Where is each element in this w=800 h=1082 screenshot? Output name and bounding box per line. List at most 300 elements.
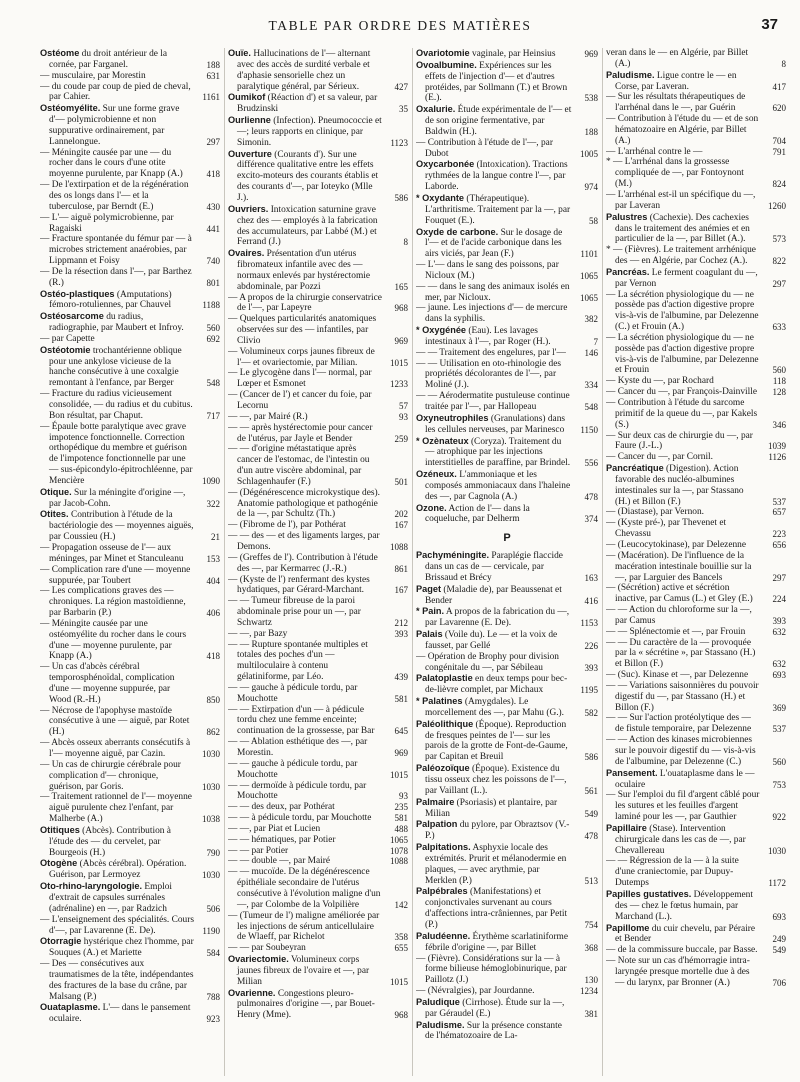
entry-text: (Digestion). Action favorable des nucléo-albumines intestinales sur la —, par Stassano (H.) et Billon (F.) — [615, 464, 744, 507]
index-entry — [416, 606, 598, 629]
entry-text: — (Fièvre). Considérations sur la — à forme bilieuse hémoglobinurique, par Paillotz (J.) — [416, 953, 567, 986]
index-column-1 — [40, 48, 220, 1076]
index-entry — [606, 245, 786, 267]
entry-heading: Palpébrales — [416, 886, 468, 897]
entry-page-number: 633 — [772, 322, 786, 333]
entry-page-number: 1153 — [580, 618, 598, 629]
entry-heading: Otique. — [40, 486, 72, 497]
index-entry — [40, 487, 220, 510]
entry-text: (Eau). Les lavages intestinaux à l'—, par Roger (H.). — [425, 326, 551, 347]
index-entry — [416, 503, 598, 526]
entry-text: Développement des — chez le fœtus humain, par Marchand (L.). — [615, 889, 753, 922]
index-entry — [416, 629, 598, 652]
entry-text: — —, par Piat et Lucien — [228, 823, 321, 834]
index-entry — [606, 856, 786, 889]
entry-text: (Abcès). Contribution à l'étude des — du cervelet, par Bourgeois (H.) — [49, 825, 171, 858]
index-entry — [228, 347, 408, 369]
entry-page-number: 478 — [584, 831, 598, 842]
index-entry — [416, 469, 598, 503]
entry-heading: Palais — [416, 629, 443, 640]
entry-text: en deux temps pour bec-de-lièvre complet, par Michaux — [425, 674, 568, 696]
index-entry — [606, 333, 786, 376]
index-entry — [40, 662, 220, 705]
index-entry — [228, 48, 408, 92]
entry-heading: Paludisme. — [606, 69, 655, 80]
entry-page-number: 297 — [772, 572, 786, 583]
entry-heading: Pachyméningite. — [416, 550, 490, 561]
index-entry — [40, 936, 220, 959]
index-entry — [416, 227, 598, 261]
entry-text: — — Extirpation d'un — à pédicule tordu chez une femme enceinte; continuation de la grossesse, par Bar — [228, 704, 375, 737]
entry-heading: Paléozoïque — [416, 763, 470, 774]
entry-page-number: 202 — [394, 509, 408, 520]
entry-text: veran dans le — en Algérie, par Billet (A.) — [606, 48, 749, 69]
entry-text: Hallucinations de l'— alternant avec des accès de surdité verbale et d'aphasie sensorielle chez un paralytique général, par Sérieux. — [237, 49, 371, 92]
index-entry — [228, 314, 408, 347]
entry-heading: Pancréas. — [606, 266, 650, 277]
entry-page-number: 655 — [394, 943, 408, 954]
entry-text: — — des — et des ligaments larges, par Demons. — [228, 531, 380, 552]
index-entry — [416, 719, 598, 763]
entry-page-number: 1188 — [202, 300, 220, 311]
entry-text: — Traitement rationnel de l'— moyenne aiguë purulente chez l'enfant, par Malherbe (A.) — [40, 792, 192, 825]
entry-text: — Épaule botte paralytique avec grave impotence fonctionnelle. Correction orthopédique du membre et guérison de l'impotence fonctionnelle par une — sus-épicondylo-épitrochléenne, par Mencière — [40, 421, 193, 486]
entry-text: Sur la présence constante de l'hématozoaire de La- — [425, 1020, 562, 1042]
entry-heading: Ostéosarcome — [40, 311, 104, 322]
entry-text: — — double —, par Mairé — [228, 856, 331, 867]
entry-text: — Complication rare d'une — moyenne suppurée, par Toubert — [40, 564, 191, 586]
entry-text: — (Tumeur de l') maligne améliorée par les injections de sérum anticellulaire de Wlaeff, par Richelot — [228, 910, 380, 943]
entry-page-number: 1126 — [768, 452, 786, 463]
entry-text: — — Rupture spontanée multiples et totales des poches d'un — multiloculaire à contenu gélatiniforme, par Léo. — [228, 639, 368, 683]
entry-page-number: 548 — [584, 402, 598, 412]
entry-page-number: 1190 — [202, 925, 220, 936]
entry-text: (Réaction d') et sa valeur, par Brudzinski — [237, 93, 378, 115]
index-entry — [606, 431, 786, 453]
entry-heading: Paludisme. — [416, 1019, 465, 1030]
entry-text: — — à pédicule tordu, par Mouchotte — [228, 813, 372, 824]
entry-page-number: 130 — [584, 975, 598, 986]
index-entry — [228, 705, 408, 738]
page-number: 37 — [761, 16, 778, 33]
entry-page-number: 163 — [584, 572, 598, 583]
index-entry — [416, 954, 598, 987]
index-entry — [40, 345, 220, 389]
entry-heading: Palpation — [416, 819, 458, 830]
index-entry — [228, 520, 408, 531]
entry-heading: Ostéome — [40, 48, 80, 58]
entry-text: — Méningite causée par une — du rocher dans le cours d'une otite moyenne purulente, par Knapp (A.) — [40, 147, 183, 180]
entry-text: — — Du caractère de la — provoquée par la « sécrétine », par Stassano (H.) et Billon (F.) — [606, 637, 756, 670]
index-entry — [416, 797, 598, 820]
entry-text: — L'— aiguë polymicrobienne, par Ragaiski — [40, 212, 174, 234]
entry-page-number: 861 — [394, 563, 408, 574]
index-entry — [228, 683, 408, 705]
index-entry — [40, 267, 220, 289]
entry-text: — Des — consécutives aux traumatismes de la tête, indépendantes des fractures de la base du crâne, par Malsang (P.) — [40, 959, 194, 1002]
entry-page-number: 1195 — [580, 685, 598, 696]
entry-page-number: 717 — [206, 410, 220, 421]
entry-text: Sur le dosage de l'— et de l'acide carbonique dans les airs viciés, par Jean (F.) — [425, 227, 563, 260]
entry-heading: Papillome — [606, 922, 650, 933]
index-entry — [416, 1020, 598, 1043]
entry-page-number: 968 — [394, 1010, 408, 1021]
entry-page-number: 1234 — [580, 986, 598, 997]
index-entry — [606, 48, 786, 70]
entry-text: — (Diastase), par Vernon. — [606, 507, 704, 518]
entry-text: — Un cas de chirurgie cérébrale pour complication d'— chronique, guérison, par Goris. — [40, 759, 181, 792]
entry-heading: Oto-rhino-laryngologie. — [40, 881, 143, 892]
entry-page-number: 1161 — [202, 92, 220, 103]
index-entry — [228, 737, 408, 759]
entry-heading: Oxyde de carbone. — [416, 226, 499, 237]
entry-page-number: 645 — [394, 726, 408, 737]
entry-page-number: 1030 — [202, 781, 220, 792]
entry-text: — — Splénectomie et —, par Frouin — [606, 626, 746, 637]
index-entry — [228, 629, 408, 640]
entry-heading: Ostéo-plastiques — [40, 288, 115, 299]
entry-text: (Courants d'). Sur une différence qualitative entre les effets excito-moteurs des courants établis et des courants d'—, par Ioteyko (Mlle J.). — [237, 149, 379, 203]
index-entry — [228, 488, 408, 521]
entry-page-number: 334 — [584, 380, 598, 391]
entry-text: — — Aérodermatite pustuleuse continue traitée par l'—, par Hallopeau — [416, 391, 570, 412]
index-entry — [606, 638, 786, 671]
entry-text: — Propagation osseuse de l'— aux méninges, par Minet et Stanculeanu — [40, 542, 184, 564]
index-entry — [606, 627, 786, 638]
entry-text: — — mucoïde. De la dégénérescence épithéliale secondaire de l'utérus consécutive à l'évolution maligne d'un —, par Colombe de la Volpilière — [228, 867, 381, 910]
index-entry — [416, 104, 598, 138]
entry-heading: Palatoplastie — [416, 673, 473, 684]
entry-heading: Ovoalbumine. — [416, 59, 477, 70]
entry-page-number: 358 — [394, 932, 408, 943]
index-entry — [416, 359, 598, 392]
entry-page-number: 1015 — [390, 976, 408, 987]
entry-text: — (Dégénérescence microkystique des). Anatomie pathologique et pathogénie de la —, par Schultz (Th.) — [228, 487, 381, 520]
entry-page-number: 801 — [206, 277, 220, 288]
index-entry — [228, 988, 408, 1022]
entry-text: Contribution à l'étude de la bactériologie des — moyennes aiguës, par Coussieu (H.) — [49, 510, 194, 543]
entry-text: — La sécrétion physiologique du — ne possède pas d'action digestive propre vis-à-vis de l'albumine, par Delezenne et Frouin — [606, 332, 759, 376]
entry-page-number: 1005 — [580, 148, 598, 159]
index-entry — [228, 781, 408, 803]
index-entry — [40, 706, 220, 739]
entry-page-number: 188 — [584, 126, 598, 137]
entry-heading: Palustres — [606, 211, 648, 222]
index-entry — [606, 605, 786, 627]
entry-page-number: 657 — [772, 507, 786, 518]
index-entry — [606, 790, 786, 823]
entry-page-number: 418 — [206, 169, 220, 180]
entry-page-number: 560 — [772, 365, 786, 376]
entry-page-number: 549 — [584, 808, 598, 819]
entry-page-number: 1090 — [202, 475, 220, 486]
entry-page-number: 1030 — [768, 845, 786, 856]
entry-page-number: 1038 — [202, 814, 220, 825]
entry-text: (Époque). Reproduction de fresques peintes de l'— sur les parois de la grotte de Font-de-Gaume, par Capitan et Breuil — [425, 719, 568, 763]
entry-text: — — Ablation esthétique des —, par Morestin. — [228, 737, 368, 758]
entry-text: — L'arrhénal est-il un spécifique du —, par Laveran — [606, 189, 756, 211]
entry-heading: Pansement. — [606, 767, 658, 778]
index-entry — [416, 325, 598, 348]
entry-text: Érythème scarlatiniforme fébrile d'origine —, par Billet — [425, 931, 568, 953]
entry-text: (Amygdales). Le morcellement des —, par Mahu (G.). — [425, 697, 565, 718]
index-entry — [228, 92, 408, 115]
index-entry — [40, 71, 220, 82]
index-entry — [40, 565, 220, 587]
index-entry — [40, 389, 220, 422]
entry-page-number: 235 — [394, 802, 408, 813]
entry-text: (Époque). Existence du tissu osseux chez les poissons de l'—, par Vaillant (L.). — [425, 764, 567, 796]
entry-page-number: 488 — [394, 823, 408, 834]
entry-page-number: 506 — [206, 903, 220, 914]
entry-page-number: 791 — [772, 146, 786, 157]
entry-page-number: 968 — [394, 303, 408, 314]
entry-text: Asphyxie locale des extrémités. Prurit et mélanodermie en plaques, — avec arythmie, par Merklen (P.) — [425, 843, 567, 886]
entry-text: (Maladie de), par Beaussenat et Bender — [425, 584, 562, 606]
entry-page-number: 369 — [772, 702, 786, 713]
index-entry — [416, 652, 598, 674]
index-column-3 — [416, 48, 598, 1076]
entry-text: — — par Potier — [228, 845, 289, 856]
entry-page-number: 548 — [206, 378, 220, 389]
entry-heading: Papilles gustatives. — [606, 888, 692, 899]
entry-page-number: 969 — [394, 335, 408, 346]
index-entry — [606, 398, 786, 431]
entry-text: Volumineux corps jaunes fibreux de l'ovaire et —, par Milian — [237, 955, 370, 987]
index-entry — [40, 422, 220, 487]
index-entry — [40, 180, 220, 213]
index-columns — [40, 48, 792, 1076]
entry-page-number: 632 — [772, 626, 786, 637]
entry-heading: Paludique — [416, 996, 460, 1007]
index-entry — [228, 824, 408, 835]
entry-text: trochantérienne oblique pour une ankylose vicieuse de la hanche consécutive à une coxalgie remontant à l'enfance, par Berger — [49, 345, 182, 389]
entry-page-number: 582 — [584, 707, 598, 718]
entry-text: * — L'arrhénal dans la grossesse compliquée de —, par Fontoynont (M.) — [606, 157, 744, 190]
entry-heading: Ozéneux. — [416, 469, 457, 480]
entry-text: (Infection). Pneumococcie et —; leurs rapports en clinique, par Simonin. — [237, 116, 382, 148]
entry-text: — Le glycogène dans l'— normal, par Lœper et Esmonet — [228, 368, 372, 390]
entry-page-number: 128 — [772, 387, 786, 398]
entry-heading: * Ozènateux — [416, 435, 469, 446]
entry-page-number: 368 — [584, 942, 598, 953]
index-entry — [228, 846, 408, 857]
entry-heading: Ouataplasme. — [40, 1002, 101, 1013]
index-entry — [228, 759, 408, 781]
entry-text: — Cancer du —, par François-Dainville — [606, 387, 757, 398]
index-entry — [606, 507, 786, 518]
entry-text: A propos de la fabrication du —, par Lavarenne (E. De). — [425, 607, 570, 629]
entry-text: — —, par Bazy — [228, 628, 288, 639]
index-entry — [40, 334, 220, 345]
entry-page-number: 406 — [206, 608, 220, 619]
entry-page-number: 57 — [399, 401, 408, 411]
index-entry — [416, 413, 598, 436]
entry-text: L'ouataplasme dans le — oculaire — [615, 768, 755, 790]
column-divider — [602, 48, 603, 1076]
entry-heading: Oxycarbonée — [416, 159, 475, 170]
entry-text: (Voile du). Le — et la voix de fausset, par Gellé — [425, 630, 558, 651]
index-entry — [416, 348, 598, 359]
index-entry — [606, 212, 786, 246]
entry-page-number: 1172 — [768, 878, 786, 889]
index-entry — [40, 289, 220, 312]
page-title: TABLE PAR ORDRE DES MATIÈRES — [268, 18, 532, 33]
entry-page-number: 346 — [772, 419, 786, 430]
entry-page-number: 21 — [211, 532, 220, 543]
entry-text: Expériences sur les effets de l'injection d'— et d'autres protéides, par Sollmann (T.) et Brown (E.). — [425, 60, 568, 104]
entry-text: — Nécrose de l'apophyse mastoïde consécutive à une — aiguë, par Rotet (H.) — [40, 705, 190, 738]
column-divider — [412, 48, 413, 1076]
entry-heading: Oxalurie. — [416, 104, 456, 115]
index-entry — [606, 70, 786, 93]
entry-text: Emploi d'extrait de capsules surrénales (adrénaline) en —, par Radzich — [49, 882, 173, 914]
entry-text: Sur la méningite d'origine —, par Jacob-Cohn. — [49, 487, 186, 509]
entry-page-number: 1065 — [580, 270, 598, 281]
entry-page-number: 1123 — [390, 137, 408, 148]
entry-page-number: 974 — [584, 182, 598, 193]
index-entry — [40, 858, 220, 881]
entry-heading: Paléolithique — [416, 718, 474, 729]
entry-page-number: 478 — [584, 491, 598, 502]
entry-page-number: 226 — [584, 640, 598, 651]
entry-text: du droit antérieur de la cornée, par Farganel. — [49, 49, 168, 70]
entry-heading: Ovaires. — [228, 248, 265, 259]
entry-page-number: 297 — [772, 278, 786, 289]
entry-text: — — Traitement des engelures, par l'— — [416, 347, 566, 358]
entry-text: — — par Soubeyran — [228, 943, 306, 954]
entry-page-number: 427 — [394, 81, 408, 92]
index-entry — [416, 931, 598, 954]
entry-page-number: 416 — [584, 595, 598, 606]
entry-text: — Note sur un cas d'hémorragie intra-laryngée presque mortelle due à des — du larynx, par Bronner (A.) — [606, 956, 750, 988]
index-entry — [228, 423, 408, 445]
entry-heading: Palmaire — [416, 796, 455, 807]
entry-text: — (Macération). De l'influence de la macération intestinale bouillie sur la —, par Larguier des Bancels — [606, 550, 752, 583]
index-entry — [40, 738, 220, 760]
entry-page-number: 1015 — [390, 357, 408, 368]
index-entry — [228, 575, 408, 597]
entry-text: — Méningite causée par une ostéomyélite du rocher dans le cours d'une — moyenne purulente, par Knapp (A.) — [40, 618, 187, 662]
entry-text: Paraplégie flaccide dans un cas de — cervicale, par Brissaud et Brécy — [425, 551, 563, 583]
entry-text: (Coryza). Traitement du — atrophique par les injections interstitielles de paraffine, par Brindel. — [425, 436, 571, 469]
entry-text: — — Action des kinases microbiennes sur le pouvoir digestif du — vis-à-vis de l'albumine, par Delezenne (C.) — [606, 735, 756, 767]
index-entry — [40, 792, 220, 825]
entry-page-number: 586 — [584, 752, 598, 763]
index-entry — [228, 813, 408, 824]
entry-page-number: 259 — [394, 433, 408, 444]
entry-page-number: 249 — [772, 934, 786, 945]
index-entry — [606, 956, 786, 989]
entry-page-number: 538 — [584, 93, 598, 104]
entry-text: — (Greffes de l'). Contribution à l'étude des —, par Kermarrec (J.-R.) — [228, 552, 378, 574]
index-entry — [606, 735, 786, 768]
index-entry — [228, 911, 408, 944]
entry-page-number: 146 — [584, 347, 598, 358]
entry-page-number: 142 — [394, 899, 408, 910]
index-entry — [228, 954, 408, 988]
entry-heading: Ozone. — [416, 502, 447, 513]
entry-text: — Sur l'emploi du fil d'argent câblé pour les sutures et les feuilles d'argent laminé pour les —, par Gauthier — [606, 790, 760, 823]
entry-page-number: 584 — [206, 948, 220, 959]
entry-page-number: 581 — [394, 813, 408, 824]
entry-page-number: 693 — [772, 670, 786, 681]
entry-text: — Les complications graves des — chroniques. La région mastoïdienne, par Barbarin (P.) — [40, 586, 186, 619]
entry-text: — Kyste du —, par Rochard — [606, 376, 714, 387]
entry-text: — — dermoïde à pédicule tordu, par Mouchotte — [228, 780, 367, 802]
entry-text: — Contribution à l'étude du — et de son hématozoaire en Algérie, par Billet (A.) — [606, 114, 759, 146]
entry-text: Étude expérimentale de l'— et de son origine fermentative, par Baldwin (H.). — [425, 105, 572, 137]
entry-text: — Un cas d'abcès cérébral temporosphénoïdal, complication d'une — moyenne suppurée, par Wood (R.-H.) — [40, 662, 175, 705]
column-divider — [224, 48, 225, 1076]
entry-page-number: 740 — [206, 256, 220, 267]
index-entry — [228, 856, 408, 867]
entry-text: — (Cancer de l') et cancer du foie, par Lecornu — [228, 390, 372, 411]
entry-text: — (Suc). Kinase et —, par Delezenne — [606, 670, 749, 681]
entry-text: Congestions pleuro-pulmonaires d'origine —, par Bouet-Henry (Mme). — [237, 988, 375, 1021]
index-entry — [228, 640, 408, 683]
index-entry — [416, 436, 598, 470]
entry-text: Sur une forme grave d'— polymicrobienne et non suppurative ordinairement, par Lannelongue. — [49, 104, 180, 147]
entry-text: — du coude par coup de pied de cheval, par Cahier. — [40, 81, 191, 103]
entry-page-number: 8 — [781, 58, 786, 69]
entry-page-number: 862 — [206, 727, 220, 738]
entry-text: — — hématiques, par Potier — [228, 834, 336, 845]
entry-text: — La sécrétion physiologique du — ne possède pas d'action digestive propre vis-à-vis de l'albumine, par Delezenne (C.) et Frouin (A.) — [606, 289, 759, 333]
entry-page-number: 822 — [772, 256, 786, 267]
entry-page-number: 969 — [584, 49, 598, 59]
entry-text: — Cancer du —, par Cornil. — [606, 452, 714, 463]
index-entry — [416, 260, 598, 282]
entry-page-number: 7 — [593, 336, 598, 347]
entry-page-number: 418 — [206, 651, 220, 662]
entry-text: Présentation d'un utérus fibromateux infantile avec des — normaux enlevés par hystérectomie abdominale, par Pozzi — [237, 249, 371, 292]
index-entry — [416, 159, 598, 193]
entry-page-number: 1065 — [390, 834, 408, 845]
entry-page-number: 632 — [772, 659, 786, 670]
entry-text: — De l'extirpation et de la régénération des os longs dans l'— et la tuberculose, par Berndt (E.) — [40, 180, 189, 212]
entry-heading: Papillaire — [606, 822, 647, 833]
index-entry — [606, 376, 786, 387]
entry-page-number: 922 — [772, 812, 786, 823]
index-entry — [606, 713, 786, 735]
index-entry — [40, 213, 220, 235]
index-entry — [606, 463, 786, 507]
index-entry — [606, 147, 786, 158]
index-entry — [416, 48, 598, 60]
entry-page-number: 513 — [584, 875, 598, 886]
index-entry — [416, 60, 598, 104]
entry-text: — de la commissure buccale, par Basse. — [606, 945, 758, 956]
entry-text: — par Capette — [40, 333, 95, 344]
entry-text: — L'arrhénal contre le — — [606, 146, 703, 157]
entry-heading: Paget — [416, 583, 442, 594]
index-entry — [228, 368, 408, 390]
entry-text: — (Sécrétion) active et sécrétion inactive, par Camus (L.) et Gley (E.) — [606, 583, 753, 605]
index-entry — [416, 986, 598, 997]
entry-text: — — Sur l'action protéolytique des — de fistule temporaire, par Delezenne — [606, 713, 752, 735]
index-entry — [606, 92, 786, 114]
entry-page-number: 223 — [772, 529, 786, 540]
entry-text: — — Utilisation en oto-rhinologie des propriétés décolorantes de l'—, par Moliné (J.). — [416, 358, 562, 391]
entry-page-number: 93 — [399, 411, 408, 422]
entry-page-number: 581 — [394, 693, 408, 704]
entry-page-number: 560 — [206, 323, 220, 334]
entry-heading: * Oxydante — [416, 192, 464, 203]
entry-heading: Ovariotomie — [416, 48, 470, 58]
entry-text: L'— dans le pansement oculaire. — [49, 1003, 191, 1025]
entry-text: du radius, radiographie, par Maubert et Infroy. — [49, 312, 184, 334]
